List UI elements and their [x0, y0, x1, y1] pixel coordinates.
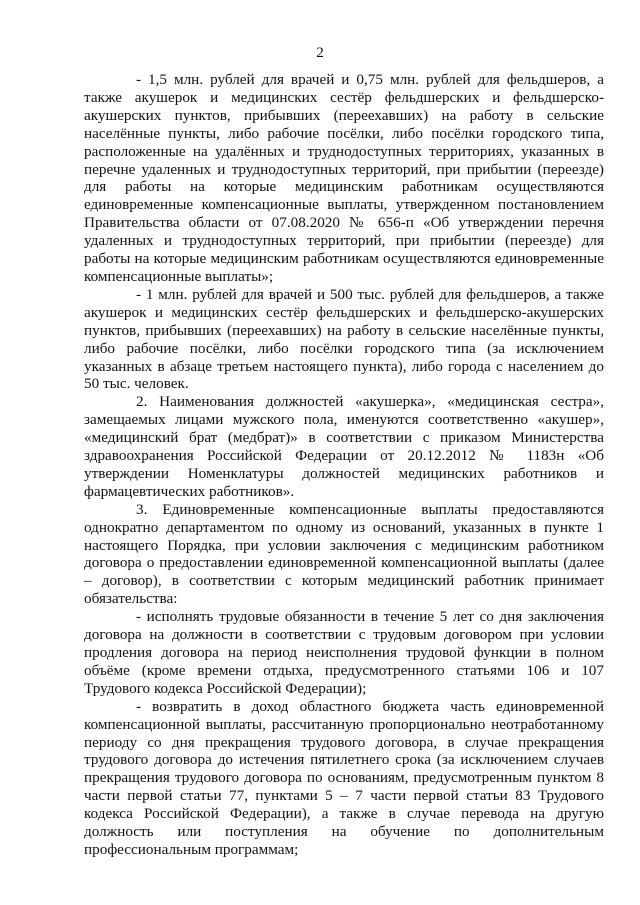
document-body [84, 71, 604, 859]
paragraph-obligation-work-5-years: - исполнять трудовые обязанности в течение 5 лет со дня заключения договора на должности в соответствии с трудовым договором при условии продления договора на период неисполнения трудовой функции в полном объёме (кроме времени отдыха, предусмотренного статьями 106 и 107 Трудового кодекса Российской Федерации); [84, 608, 604, 697]
paragraph-bonus-remote-territories: - 1,5 млн. рублей для врачей и 0,75 млн. рублей для фельдшеров, а также акушерок и медицинских сестёр фельдшерских и фельдшерско-акушерских пунктов, прибывших (переехавших) на работу в сельские населённые пункты, либо рабочие посёлки, либо посёлки городского типа, расположенные на удалённых и труднодоступных территориях, указанных в перечне удаленных и труднодоступных территорий, при прибытии (переезде) для работы на которые медицинским работникам осуществляются единовременные компенсационные выплаты, утвержденном постановлением Правительства области от 07.08.2020 № 656-п «Об утверждении перечня удаленных и труднодоступных территорий, при прибытии (переезде) для работы на которые медицинским работникам осуществляются единовременные компенсационные выплаты»; [84, 71, 604, 285]
paragraph-position-names: 2. Наименования должностей «акушерка», «медицинская сестра», замещаемых лицами мужского пола, именуются соответственно «акушер», «медицинский брат (медбрат)» в соответствии с приказом Министерства здравоохранения Российской Федерации от 20.12.2012 № 1183н «Об утверждении Номенклатуры должностей медицинских работников и фармацевтических работников». [84, 393, 604, 500]
paragraph-obligation-refund: - возвратить в доход областного бюджета часть единовременной компенсационной выплаты, рассчитанную пропорционально неотработанному периоду со дня прекращения трудового договора, в случае прекращения трудового договора до истечения пятилетнего срока (за исключением случаев прекращения трудового договора по основаниям, предусмотренным пунктом 8 части первой статьи 77, пунктами 5 – 7 части первой статьи 83 Трудового кодекса Российской Федерации), а также в случае перевода на другую должность или поступления на обучение по дополнительным профессиональным программам; [84, 697, 604, 858]
paragraph-bonus-rural-settlements: - 1 млн. рублей для врачей и 500 тыс. рублей для фельдшеров, а также акушерок и медицинских сестёр фельдшерских и фельдшерско-акушерских пунктов, прибывших (переехавших) на работу в сельские населённые пункты, либо рабочие посёлки, либо посёлки городского типа (за исключением указанных в абзаце третьем настоящего пункта), либо города с населением до 50 тыс. человек. [84, 285, 604, 393]
paragraph-payment-conditions: 3. Единовременные компенсационные выплаты предоставляются однократно департаментом по одному из оснований, указанных в пункте 1 настоящего Порядка, при условии заключения с медицинским работником договора о предоставлении единовременной компенсационной выплаты (далее – договор), в соответствии с которым медицинский работник принимает обязательства: [84, 500, 604, 608]
page-number: 2 [316, 44, 324, 61]
